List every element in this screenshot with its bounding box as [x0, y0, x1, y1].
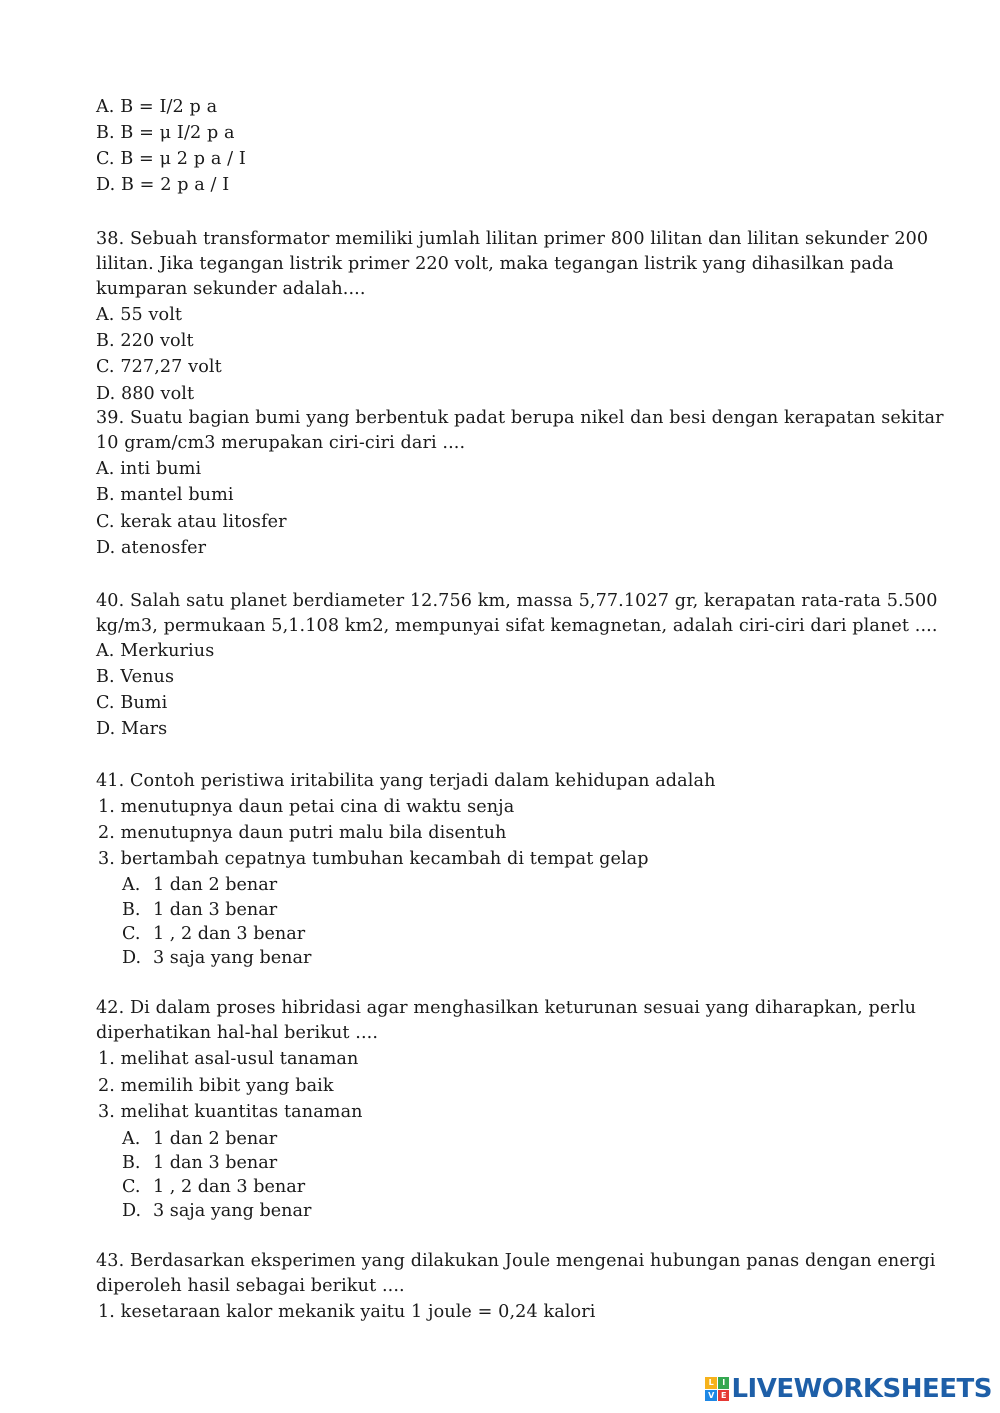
q38-text-line-1: 38. Sebuah transformator memiliki jumlah lilitan primer 800 lilitan dan lilitan sekunder 200: [96, 229, 929, 249]
q42-text-line-1: 42. Di dalam proses hibridasi agar menghasilkan keturunan sesuai yang diharapkan, perlu: [96, 998, 917, 1018]
q41-option-b: [122, 898, 277, 922]
q42-option-d: [122, 1199, 311, 1223]
q37-option-a: A. B = I/2 p a: [96, 97, 218, 117]
q41-item-1: 1. menutupnya daun petai cina di waktu senja: [98, 797, 515, 817]
q43-item-1: 1. kesetaraan kalor mekanik yaitu 1 joule = 0,24 kalori: [98, 1302, 596, 1322]
q39-text-line-1: 39. Suatu bagian bumi yang berbentuk padat berupa nikel dan besi dengan kerapatan sekitar: [96, 408, 944, 428]
option-text: 1 dan 3 benar: [153, 900, 278, 920]
q39-option-d: D. atenosfer: [96, 538, 207, 558]
option-letter: D.: [122, 948, 142, 968]
q38-option-a: A. 55 volt: [96, 305, 183, 325]
q39-option-c: C. kerak atau litosfer: [96, 512, 287, 532]
q41-item-3: 3. bertambah cepatnya tumbuhan kecambah di tempat gelap: [98, 849, 649, 869]
q38-option-c: C. 727,27 volt: [96, 357, 222, 377]
q37-option-d: D. B = 2 p a / I: [96, 175, 230, 195]
q42-item-1: 1. melihat asal-usul tanaman: [98, 1049, 359, 1069]
option-letter: D.: [122, 1201, 142, 1221]
option-letter: B.: [122, 900, 141, 920]
q39-text-line-2: 10 gram/cm3 merupakan ciri-ciri dari ....: [96, 433, 466, 453]
logo-icon-letter: L: [705, 1377, 717, 1389]
q42-text-line-2: diperhatikan hal-hal berikut ....: [96, 1023, 379, 1043]
q39-option-b: B. mantel bumi: [96, 485, 234, 505]
liveworksheets-logo[interactable]: [705, 1375, 992, 1403]
q40-text-line-2: kg/m3, permukaan 5,1.108 km2, mempunyai sifat kemagnetan, adalah ciri-ciri dari planet ....: [96, 616, 938, 636]
option-text: 3 saja yang benar: [153, 948, 312, 968]
q42-option-c: [122, 1175, 305, 1199]
logo-icon-letter: E: [718, 1390, 730, 1402]
q39-option-a: A. inti bumi: [96, 459, 202, 479]
q41-item-2: 2. menutupnya daun putri malu bila disentuh: [98, 823, 507, 843]
option-text: 1 , 2 dan 3 benar: [153, 1177, 306, 1197]
option-text: 1 dan 3 benar: [153, 1153, 278, 1173]
logo-grid-icon: [705, 1377, 729, 1401]
logo-text: LIVEWORKSHEETS: [731, 1374, 992, 1404]
option-text: 1 , 2 dan 3 benar: [153, 924, 306, 944]
option-letter: C.: [122, 924, 141, 944]
option-text: 1 dan 2 benar: [153, 875, 278, 895]
q40-text-line-1: 40. Salah satu planet berdiameter 12.756 km, massa 5,77.1027 gr, kerapatan rata-rata 5.500: [96, 591, 938, 611]
q42-item-3: 3. melihat kuantitas tanaman: [98, 1102, 363, 1122]
option-letter: A.: [122, 875, 141, 895]
q38-text-line-3: kumparan sekunder adalah....: [96, 279, 366, 299]
q37-option-c: C. B = μ 2 p a / I: [96, 149, 246, 169]
option-letter: B.: [122, 1153, 141, 1173]
logo-icon-letter: I: [718, 1377, 730, 1389]
q41-option-c: [122, 922, 305, 946]
q38-text-line-2: lilitan. Jika tegangan listrik primer 220 volt, maka tegangan listrik yang dihasilkan pada: [96, 254, 894, 274]
q38-option-d: D. 880 volt: [96, 384, 195, 404]
q40-option-d: D. Mars: [96, 719, 168, 739]
option-text: 3 saja yang benar: [153, 1201, 312, 1221]
option-text: 1 dan 2 benar: [153, 1129, 278, 1149]
q43-text-line-1: 43. Berdasarkan eksperimen yang dilakukan Joule mengenai hubungan panas dengan energi: [96, 1251, 936, 1271]
q41-option-a: [122, 873, 277, 897]
option-letter: A.: [122, 1129, 141, 1149]
q37-option-b: B. B = μ I/2 p a: [96, 123, 235, 143]
q40-option-c: C. Bumi: [96, 693, 168, 713]
logo-icon-letter: V: [705, 1390, 717, 1402]
q38-option-b: B. 220 volt: [96, 331, 194, 351]
q40-option-a: A. Merkurius: [96, 641, 215, 661]
q42-option-b: [122, 1151, 277, 1175]
q40-option-b: B. Venus: [96, 667, 175, 687]
q41-option-d: [122, 946, 311, 970]
q42-item-2: 2. memilih bibit yang baik: [98, 1076, 334, 1096]
q41-text-line-1: 41. Contoh peristiwa iritabilita yang terjadi dalam kehidupan adalah: [96, 771, 716, 791]
q42-option-a: [122, 1127, 277, 1151]
q43-text-line-2: diperoleh hasil sebagai berikut ....: [96, 1276, 405, 1296]
option-letter: C.: [122, 1177, 141, 1197]
